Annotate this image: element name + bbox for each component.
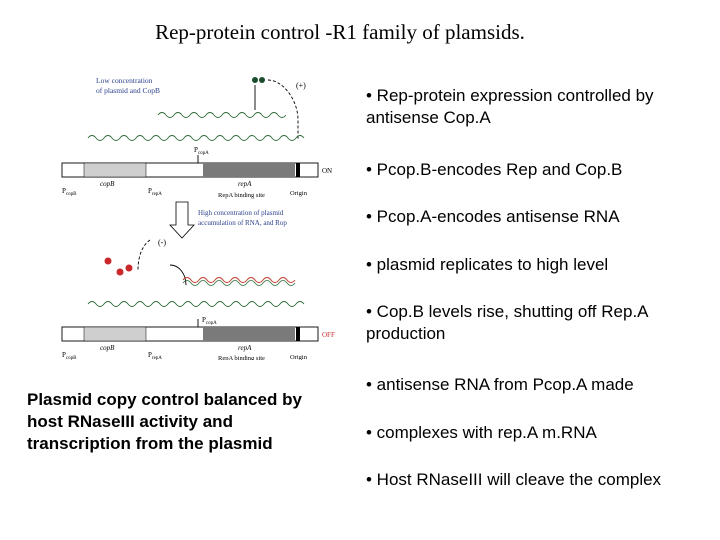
low-conc-label-2: of plasmid and CopB [96, 86, 160, 95]
copb-gene-block [84, 327, 146, 341]
bullet-item: • plasmid replicates to high level [366, 255, 609, 274]
gene-copb: copB [100, 344, 115, 352]
caption: Plasmid copy control balanced by host RNaseIII activity and transcription from the plasmid [27, 390, 302, 453]
state-on: ON [322, 167, 333, 175]
repression-arrow [138, 240, 150, 270]
rna-wave-line [158, 113, 286, 118]
high-conc-label-2: accumulation of RNA, and Rop [198, 219, 287, 227]
bullet-item: • antisense RNA from Pcop.A made [366, 375, 634, 394]
promoter-pcopa: $P_{copA}$ [202, 316, 217, 326]
transition-arrow [170, 202, 194, 238]
copb-dot-red [117, 269, 124, 276]
gene-repa: repA [238, 344, 252, 352]
activation-arrow [268, 80, 298, 140]
state-off: OFF [322, 331, 335, 339]
promoter-pcopa: $P_{copA}$ [194, 146, 209, 156]
promoter-prepa: $P_{repA}$ [148, 351, 162, 360]
promoter-pcopb: $P_{copB}$ [62, 187, 77, 197]
low-conc-label-1: Low concentration [96, 76, 153, 85]
rna-wave-line [88, 302, 304, 307]
high-conc-label-1: High concentration of plasmid [198, 209, 284, 217]
origin-label: Origin [290, 190, 307, 197]
copb-dot-red [105, 258, 112, 265]
gene-repa: repA [238, 180, 252, 188]
minus-sign: (-) [158, 238, 166, 247]
repa-gene-block [203, 327, 295, 341]
copb-dot-red [126, 265, 133, 272]
rna-wave-line [88, 136, 304, 141]
copb-gene-block [84, 163, 146, 177]
origin-mark [296, 163, 300, 177]
copy-control-diagram [58, 60, 348, 360]
binding-site-label: RepA binding site [218, 355, 265, 360]
promoter-prepa: $P_{repA}$ [148, 187, 162, 197]
promoter-pcopb: $P_{copB}$ [62, 351, 77, 360]
plus-sign: (+) [296, 81, 306, 90]
origin-label: Origin [290, 354, 307, 360]
bullet-item: • Cop.B levels rise, shutting off Rep.A production [366, 302, 648, 343]
diagram-svg [58, 60, 348, 360]
copb-dot [259, 77, 265, 83]
bullet-item: • Pcop.B-encodes Rep and Cop.B [366, 160, 623, 179]
bullet-item: • Rep-protein expression controlled by antisense Cop.A [366, 86, 654, 127]
copb-dot [252, 77, 258, 83]
repa-gene-block [203, 163, 295, 177]
bullet-item: • complexes with rep.A m.RNA [366, 423, 597, 442]
gene-copb: copB [100, 180, 115, 188]
bullet-item: • Host RNaseIII will cleave the complex [366, 470, 662, 489]
binding-site-label: RepA binding site [218, 192, 265, 199]
origin-mark [296, 327, 300, 341]
slide-title: Rep-protein control -R1 family of plamsids. [155, 20, 525, 44]
bullet-item: • Pcop.A-encodes antisense RNA [366, 207, 620, 226]
